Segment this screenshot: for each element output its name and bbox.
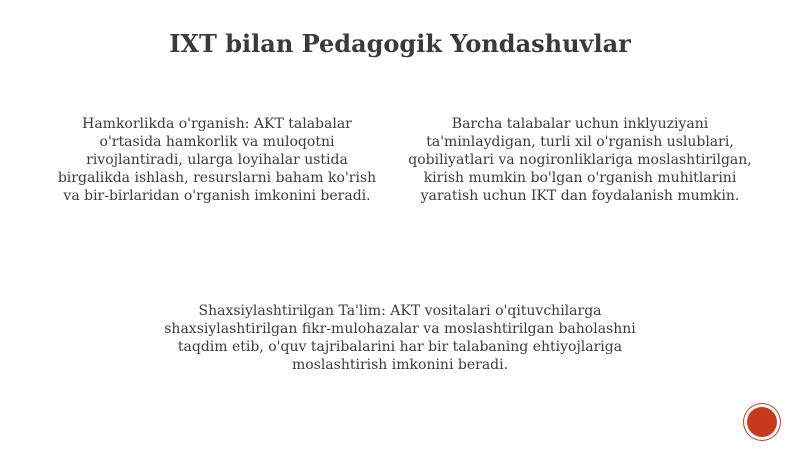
collaborative-learning-text: Hamkorlikda o'rganish: AKT talabalar o'rtasida hamkorlik va muloqotni rivojlantiradi, ularga loyihalar ustida birgalikda ishlash, resurslarni baham ko'rish va bir-birlaridan o'rganish imkonini beradi. <box>57 116 377 204</box>
circle-button-icon[interactable] <box>747 407 777 437</box>
personalized-learning-text: Shaxsiylashtirilgan Ta'lim: AKT vositalari o'qituvchilarga shaxsiylashtirilgan fikr-mulohazalar va moslashtirilgan baholashni taqdim etib, o'quv tajribalarini har bir talabaning ehtiyojlariga moslashtirish imkonini beradi. <box>164 303 636 373</box>
inclusion-text: Barcha talabalar uchun inklyuziyani ta'minlaydigan, turli xil o'rganish uslublari, qobiliyatlari va nogironliklariga moslashtirilgan, kirish mumkin bo'lgan o'rganish muhitlarini yaratish uchun IKT dan foydalanish mumkin. <box>408 116 752 204</box>
slide-title: IXT bilan Pedagogik Yondashuvlar <box>169 29 631 58</box>
